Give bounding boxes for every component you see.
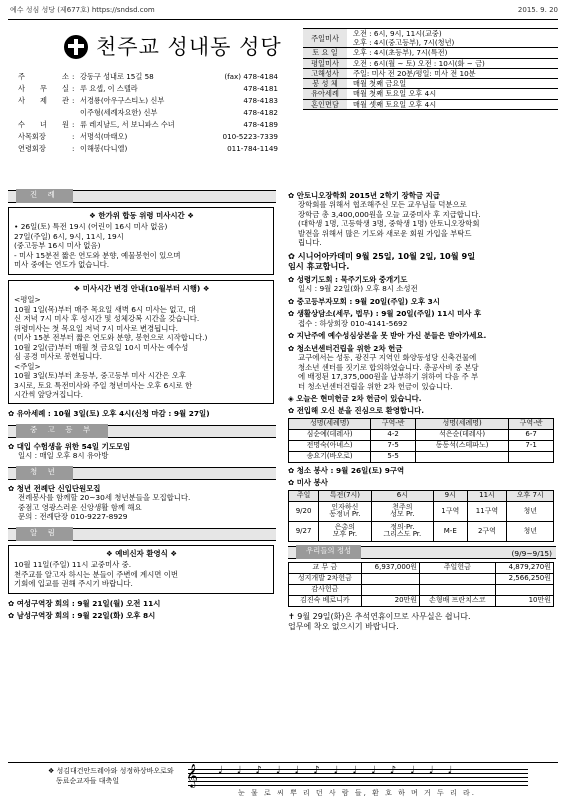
contact-key: 수 녀 원 bbox=[18, 120, 69, 129]
schedule-line: 주일: 미사 전 20분/평일: 미사 전 10분 bbox=[353, 68, 476, 78]
table-row bbox=[289, 595, 554, 606]
parish-name: 천주교 성내동 성당 bbox=[96, 35, 282, 59]
prayer-meeting-notice: ✿ 성령기도회 : 묵주기도와 중개기도 일시 : 9월 22일(화) 오후 8시 소성전 bbox=[288, 274, 418, 294]
table-cell bbox=[416, 451, 509, 462]
treble-clef-icon: 𝄞 bbox=[186, 763, 198, 787]
schedule-times bbox=[347, 89, 558, 98]
table-row bbox=[289, 562, 554, 573]
men-leaders-meeting: ✿ 남성구역장 회의 : 9월 22일(화) 오후 8시 bbox=[8, 611, 156, 621]
table-cell: 인자하신 동정녀 Pr. bbox=[319, 501, 372, 521]
parents-meeting-notice: ✿ 중고등부자모회 : 9월 20일(주일) 오후 3시 bbox=[288, 296, 440, 306]
table-cell: 주일헌금 bbox=[420, 562, 496, 573]
exam-prayer-notice: ✿ 대입 수험생을 위한 54일 기도모임 일시 : 매일 오후 8시 유아방 bbox=[8, 441, 131, 461]
text-line: 천주교를 알고자 하시는 분들이 주변에 계시면 이번 bbox=[14, 569, 179, 579]
contact-phone: 011-784-1149 bbox=[227, 144, 278, 153]
text-line: 장학회를 위해서 협조해주신 모든 교우님들 덕분으로 bbox=[298, 200, 467, 210]
hymn-lyric: 눈 물 로 씨 뿌 리 던 사 람 들, 환 호 하 며 거 두 리 라. bbox=[238, 789, 476, 797]
contact-key bbox=[18, 108, 72, 120]
contact-row bbox=[18, 120, 278, 132]
contact-value: 서명석(마태오) bbox=[80, 132, 128, 141]
text-line: 27일(주일) 6시, 9시, 11시, 19시 bbox=[14, 231, 124, 241]
schedule-line: 오후 : 4시(중고등부), 7시(청년) bbox=[353, 38, 455, 48]
text-line: 립니다. bbox=[298, 238, 322, 248]
top-bar bbox=[8, 6, 558, 20]
text-line: 시간씩 앞당겨집니다. bbox=[14, 389, 83, 399]
contact-value: 류 레지날드, 서 보니파스 수녀 bbox=[80, 120, 175, 129]
schedule-times bbox=[347, 100, 558, 109]
table-cell: 1구역 bbox=[434, 501, 467, 521]
cleaning-notice: ✿ 청소 봉사 : 9월 26일(토) 9구역 bbox=[288, 465, 405, 475]
contact-value: 서경룡(아우구스티노) 신부 bbox=[80, 96, 165, 105]
contact-phone: 478-4183 bbox=[243, 96, 278, 105]
table-header-cell: 오후 7시 bbox=[507, 490, 554, 501]
text-line: 청소년 센터를 짓기로 합의하였습니다. 총공사비 중 본당 bbox=[298, 362, 479, 372]
schedule-row bbox=[303, 48, 558, 58]
table-cell bbox=[509, 451, 554, 462]
table-cell: 9/27 bbox=[289, 521, 319, 541]
contact-sep: : bbox=[72, 144, 75, 153]
schedule-label: 평일미사 bbox=[303, 59, 347, 68]
contact-row bbox=[18, 84, 278, 96]
table-cell: 2구역 bbox=[467, 521, 507, 541]
office-closed-notice: ✝ 9월 29일(화)은 추석연휴이므로 사무실은 쉽니다. 업무에 착오 없으시기 바랍니다. bbox=[288, 611, 471, 632]
right-column bbox=[288, 188, 558, 633]
table-cell: 4-2 bbox=[371, 429, 416, 440]
table-header-cell: 11시 bbox=[467, 490, 507, 501]
catechumen-welcome-box bbox=[8, 545, 274, 594]
table-row bbox=[289, 584, 554, 595]
contact-row bbox=[18, 132, 278, 144]
mass-time-change-box bbox=[8, 280, 274, 405]
parish-logo-icon bbox=[64, 35, 88, 59]
table-row bbox=[289, 429, 554, 440]
text-line: 기회에 입교를 권해 주시기 바랍니다. bbox=[14, 579, 133, 589]
chuseok-mass-box bbox=[8, 207, 274, 275]
table-header-cell: 성명(세례명) bbox=[416, 418, 509, 429]
contact-key: 사 제 관 bbox=[18, 96, 69, 105]
table-cell: M-E bbox=[434, 521, 467, 541]
table-row bbox=[289, 451, 554, 462]
table-cell bbox=[361, 584, 419, 595]
table-header-cell: 구역-반 bbox=[509, 418, 554, 429]
table-header-cell: 주일 bbox=[289, 490, 319, 501]
table-cell: 20만원 bbox=[361, 595, 419, 606]
contact-value: 강동구 성내로 15길 58 bbox=[80, 72, 154, 81]
contact-phone: 478-4189 bbox=[243, 120, 278, 129]
table-cell: 감사헌금 bbox=[289, 584, 362, 595]
schedule-row bbox=[303, 59, 558, 69]
table-cell: 7-5 bbox=[371, 440, 416, 451]
sacred-heart-notice: ✿ 지난주에 예수성심상본을 못 받아 가신 분들은 받아가세요. bbox=[288, 331, 487, 341]
schedule-line: 오전 : 6시(월 ~ 토) 오전 : 10시(화 ~ 금) bbox=[353, 58, 485, 68]
footer bbox=[8, 762, 558, 796]
table-cell: 심순예(데레사) bbox=[289, 429, 371, 440]
text-line: (미사 15분 전부터 짧은 연도와 분향, 봉헌으로 시작합니다.) bbox=[14, 333, 208, 343]
table-cell: 은총의 모후 Pr. bbox=[319, 521, 372, 541]
contact-sep: : bbox=[72, 72, 75, 81]
text-line: 문의 : 전례단장 010-9227-8929 bbox=[18, 512, 128, 522]
table-cell: 청년 bbox=[507, 521, 554, 541]
text-line: <평일> bbox=[14, 295, 41, 305]
schedule-times bbox=[347, 69, 558, 78]
welcome-notice: ✿ 전입해 오신 분을 진심으로 환영합니다. bbox=[288, 406, 425, 416]
chuseok-mass-title: ❖ 한가위 합동 위령 미사시간 ❖ bbox=[89, 211, 194, 220]
contact-phone: 478-4181 bbox=[243, 84, 278, 93]
text-line: 10월 2일(금)부터 매월 첫 금요일 10시 미사는 예수성 bbox=[14, 342, 189, 352]
text-line: 3시로, 토요 특전미사와 주일 청년미사는 오후 6시로 한 bbox=[14, 380, 193, 390]
contact-row bbox=[18, 96, 278, 108]
table-cell: 9/20 bbox=[289, 501, 319, 521]
counseling-notice: ✿ 생활상담소(세무, 법무) : 9월 20일(주일) 11시 미사 후 접수 : 하상희장 010-4141-5692 bbox=[288, 309, 482, 328]
welcome-table bbox=[288, 418, 554, 463]
contact-phone: 478-4182 bbox=[243, 108, 278, 117]
offering-section bbox=[288, 546, 556, 607]
schedule-times bbox=[347, 59, 558, 68]
section-header-youth-middle-high: 중 고 등 부 bbox=[8, 425, 276, 438]
table-cell: 정의·Pr. 그리스도 Pr. bbox=[371, 521, 433, 541]
table-cell bbox=[420, 573, 496, 584]
table-cell: 김진숙 베로니카 bbox=[289, 595, 362, 606]
header bbox=[8, 28, 558, 174]
schedule-row bbox=[303, 100, 558, 110]
contact-sep: : bbox=[72, 120, 75, 129]
table-row bbox=[289, 573, 554, 584]
contact-sep bbox=[72, 108, 80, 120]
table-cell: 교 무 금 bbox=[289, 562, 362, 573]
text-line: 교구에서는 성동, 광진구 지역인 화양동성당 신축건물에 bbox=[298, 353, 477, 363]
schedule-label: 봉 성 체 bbox=[303, 79, 347, 88]
table-cell bbox=[495, 584, 553, 595]
text-line: 위령미사는 첫 목요일 저녁 7시 미사로 변경됩니다. bbox=[14, 323, 178, 333]
table-header-cell: 구역-반 bbox=[371, 418, 416, 429]
women-leaders-meeting: ✿ 여성구역장 회의 : 9월 21일(월) 오전 11시 bbox=[8, 598, 161, 608]
text-line: 심 공경 미사로 봉헌됩니다. bbox=[14, 352, 102, 362]
contact-value: 루 요셉, 이 스텔라 bbox=[80, 84, 138, 93]
table-cell: 천주의 성모 Pr. bbox=[371, 501, 433, 521]
contact-info bbox=[18, 72, 278, 156]
text-line: 전례봉사를 함께할 20~30세 청년분들을 모집합니다. bbox=[18, 493, 191, 503]
contact-key: 사목회장 bbox=[18, 132, 46, 141]
contact-phone: 010-5223-7339 bbox=[222, 132, 278, 141]
offering-title: 우리들의 정성 bbox=[296, 545, 361, 559]
schedule-line: 오전 : 6시, 9시, 11시(교중) bbox=[353, 29, 442, 38]
schedule-line: 오후 : 4시(초등부), 7시(특전) bbox=[353, 48, 448, 58]
text-line: 에 배정된 17,375,000원을 납부하기 위하여 다음 주 부 bbox=[298, 372, 479, 382]
section-header-announcements: 알 림 bbox=[8, 528, 276, 541]
mass-time-change-title: ❖ 미사시간 변경 안내(10월부터 시행) ❖ bbox=[73, 283, 210, 293]
text-line: 10월 1일(목)부터 매주 목요일 새벽 6시 미사는 없고, 대 bbox=[14, 304, 196, 314]
text-line: (대학생 1명, 고등학생 3명, 중학생 1명) 안토니오장학회 bbox=[298, 219, 480, 229]
text-line: 장학금 총 3,400,000원을 오늘 교중미사 후 지급합니다. bbox=[298, 209, 481, 219]
schedule-label: 유아세례 bbox=[303, 89, 347, 98]
text-line: 신 저녁 7시 미사 후 성시간 및 성체강복 시간을 갖습니다. bbox=[14, 314, 200, 324]
table-row bbox=[289, 440, 554, 451]
contact-value: 이해봉(다니엘) bbox=[80, 144, 128, 153]
schedule-times bbox=[347, 48, 558, 57]
table-cell: 7-1 bbox=[509, 440, 554, 451]
mass-service-table bbox=[288, 490, 554, 542]
table-cell: 동동석(스테파노) bbox=[416, 440, 509, 451]
contact-key: 연령회장 bbox=[18, 144, 46, 153]
contact-sep: : bbox=[72, 132, 75, 141]
youth-center-collection-notice: ✿ 청소년센터건립을 위한 2차 헌금 교구에서는 성동, 광진구 지역인 화양동성당 신축건물에 청소년 센터를 짓기로 합의하였습니다. 총공사비 중 본당 에 배정된 17,375,000원을 납부하기 위하여 다음 주 부 터 청소년센터건립을 위한 2차 헌금이 있습니다. bbox=[288, 344, 558, 391]
contact-row bbox=[18, 108, 278, 120]
table-cell bbox=[420, 584, 496, 595]
issue-date: 2015. 9. 20 bbox=[517, 6, 558, 14]
schedule-row bbox=[303, 69, 558, 79]
contact-row bbox=[18, 72, 278, 84]
offering-dates: (9/9~9/15) bbox=[511, 548, 552, 558]
mass-schedule-table bbox=[303, 28, 558, 110]
infant-baptism-notice: ✿ 유아세례 : 10월 3일(토) 오후 4시(신청 마감 : 9월 27일) bbox=[8, 409, 210, 419]
text-line: 10월 11일(주일) 11시 교중미사 중. bbox=[14, 560, 132, 570]
table-cell: 10만원 bbox=[495, 595, 553, 606]
schedule-times bbox=[347, 29, 558, 47]
scholarship-notice: ✿ 안토니오장학회 2015년 2학기 장학금 지급 장학회를 위해서 협조해주신 모든 교우님들 덕분으로 장학금 총 3,400,000원을 오늘 교중미사 후 지급합니다. (대학생 1명, 고등학생 3명, 중학생 1명) 안토니오장학회 발전을 위해서 많은 기도와 새로운 회원 가입을 부탁드 립니다. bbox=[288, 191, 558, 248]
schedule-label: 고해성사 bbox=[303, 69, 347, 78]
table-cell: 6,937,000원 bbox=[361, 562, 419, 573]
table-cell: 석은순(데레사) bbox=[416, 429, 509, 440]
schedule-row bbox=[303, 29, 558, 48]
offering-table bbox=[288, 562, 554, 607]
contact-key: 주 소 bbox=[18, 72, 69, 81]
text-line: 터 청소년센터건립을 위한 2차 헌금이 있습니다. bbox=[298, 381, 453, 391]
section-header-young-adults: 청 년 bbox=[8, 467, 276, 480]
table-cell: 송요기(바오로) bbox=[289, 451, 371, 462]
table-row bbox=[289, 501, 554, 521]
text-line: 10월 3일(토)부터 초등부, 중고등부 미사 시간은 오후 bbox=[14, 371, 186, 381]
senior-academy-notice: ✿ 시니어아카데미 9월 25일, 10월 2일, 10월 9일 임시 휴교합니다. bbox=[288, 250, 476, 272]
mass-service-heading: ✿ 미사 봉사 bbox=[288, 478, 328, 488]
table-cell: 전명숙(아녜스) bbox=[289, 440, 371, 451]
feast-text: ❖ 성김대건안드레아와 성정하상바오로와 동료순교자들 대축일 bbox=[48, 767, 174, 785]
text-line: (중고등부 16시 미사 없음) bbox=[14, 241, 101, 251]
contact-phone: (fax) 478-4184 bbox=[224, 72, 278, 81]
text-line: <주일> bbox=[14, 361, 41, 371]
text-line: • 26일(토) 특전 19시 (어린이 16시 미사 없음) bbox=[14, 222, 168, 232]
section-header-liturgy: 진 례 bbox=[8, 190, 276, 203]
text-line: - 미사 15분전 짧은 연도와 분향, 예물봉헌이 있으며 bbox=[14, 250, 181, 260]
text-line: 발전을 위해서 많은 기도와 새로운 회원 가입을 부탁드 bbox=[298, 228, 472, 238]
table-cell: 2,566,250원 bbox=[495, 573, 553, 584]
table-cell bbox=[361, 573, 419, 584]
table-row bbox=[289, 521, 554, 541]
schedule-line: 매월 셋째 토요일 오후 4시 bbox=[353, 99, 437, 109]
schedule-label: 혼인면담 bbox=[303, 100, 347, 109]
schedule-times bbox=[347, 79, 558, 88]
schedule-row bbox=[303, 79, 558, 89]
table-cell: 11구역 bbox=[467, 501, 507, 521]
table-header-row bbox=[289, 418, 554, 429]
table-cell: 성지개발 2차헌금 bbox=[289, 573, 362, 584]
table-header-cell: 9시 bbox=[434, 490, 467, 501]
text-line: 중점고 영광스러운 신앙생활 함께 해요 bbox=[18, 502, 142, 512]
schedule-line: 매월 첫째 토요일 오후 4시 bbox=[353, 89, 437, 99]
schedule-row bbox=[303, 89, 558, 99]
table-cell: 청년 bbox=[507, 501, 554, 521]
contact-row bbox=[18, 144, 278, 156]
table-header-cell: 6시 bbox=[371, 490, 433, 501]
table-header-cell: 성명(세례명) bbox=[289, 418, 371, 429]
left-column bbox=[8, 190, 280, 622]
issue-info: 예수 성심 성당 (제677호) https://sndsd.com bbox=[10, 6, 155, 14]
table-cell: 손형배 프란치스코 bbox=[420, 595, 496, 606]
schedule-line: 매월 첫째 금요일 bbox=[353, 79, 407, 89]
text-line: 미사 중에는 연도가 없습니다. bbox=[14, 260, 110, 270]
contact-sep: : bbox=[72, 96, 75, 105]
table-cell: 5-5 bbox=[371, 451, 416, 462]
table-header-cell: 특전(7시) bbox=[319, 490, 372, 501]
contact-value: 이주형(세례자요한) 신부 bbox=[80, 108, 158, 117]
second-collection-notice: ◈ 오늘은 현미헌금 2차 헌금이 있습니다. bbox=[288, 393, 422, 403]
schedule-label: 주일미사 bbox=[303, 29, 347, 47]
contact-sep: : bbox=[72, 84, 75, 93]
schedule-label: 토 요 일 bbox=[303, 48, 347, 57]
table-cell: 4,879,270원 bbox=[495, 562, 553, 573]
contact-key: 사 무 실 bbox=[18, 84, 69, 93]
catechumen-welcome-title: ❖ 예비신자 환영식 ❖ bbox=[106, 548, 177, 558]
notes-icon: ♩♩♪♩♩♪♩♩♩♪♩♩♩ bbox=[218, 765, 467, 776]
title-row bbox=[64, 34, 282, 61]
youth-liturgy-notice: ✿ 청년 전례단 신입단원모집 전례봉사를 함께할 20~30세 청년분들을 모집합니다. 중점고 영광스러운 신앙생활 함께 해요 문의 : 전례단장 010-9227-8929 bbox=[8, 484, 280, 522]
table-cell: 6-7 bbox=[509, 429, 554, 440]
table-header-row bbox=[289, 490, 554, 501]
